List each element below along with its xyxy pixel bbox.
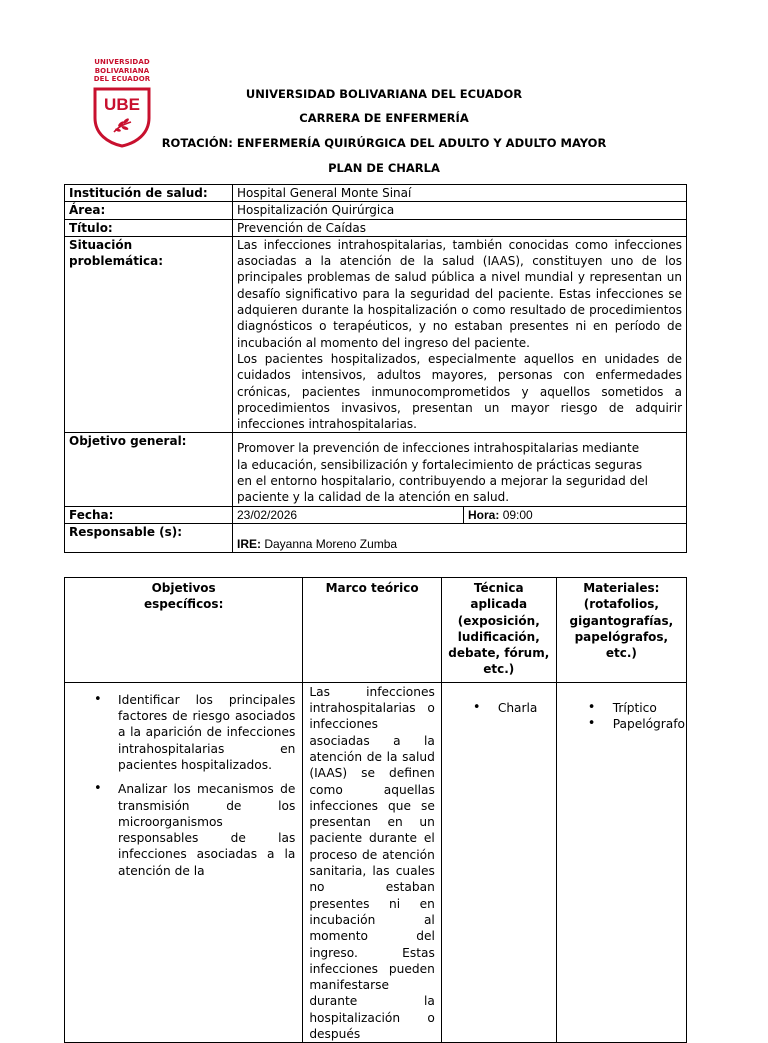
theory-header: Marco teórico xyxy=(303,578,442,683)
situation-row xyxy=(65,236,687,433)
hour-cell xyxy=(464,506,687,523)
plan-title: PLAN DE CHARLA xyxy=(328,161,440,175)
objective-value: Promover la prevención de infecciones intrahospitalarias mediante la educación, sensibilización y fortalecimiento de prácticas seguras en el entorno hospitalario, contribuyendo a mejorar la seguridad del paciente y la calidad de la atención en salud. xyxy=(233,433,687,506)
hour-value: 09:00 xyxy=(502,507,533,522)
materials-header: Materiales: (rotafolios, gigantografías, papelógrafos, etc.) xyxy=(556,578,686,683)
plan-content-row xyxy=(65,682,687,1043)
rotation-title: ROTACIÓN: ENFERMERÍA QUIRÚRGICA DEL ADULTO Y ADULTO MAYOR xyxy=(161,136,607,150)
date-value: 23/02/2026 xyxy=(233,506,464,523)
logo-acronym: UBE xyxy=(104,94,140,114)
university-title: UNIVERSIDAD BOLIVARIANA DEL ECUADOR xyxy=(245,87,523,101)
date-label: Fecha: xyxy=(65,506,233,523)
ire-label: IRE: xyxy=(237,536,261,551)
responsible-value xyxy=(233,523,687,552)
objective-label: Objetivo general: xyxy=(65,433,233,506)
title-value: Prevención de Caídas xyxy=(233,219,687,236)
hour-label: Hora: xyxy=(468,507,500,522)
objective-row xyxy=(65,433,687,506)
area-row xyxy=(65,202,687,219)
institution-value: Hospital General Monte Sinaí xyxy=(233,185,687,202)
logo-line-1: UNIVERSIDAD xyxy=(94,58,150,66)
career-title: CARRERA DE ENFERMERÍA xyxy=(299,111,469,125)
info-table xyxy=(64,184,687,553)
technique-item: • Charla xyxy=(443,700,555,716)
institution-row xyxy=(65,185,687,202)
materials-list xyxy=(558,700,685,733)
objective-item: • Analizar los mecanismos de transmisión de los microorganismos responsables de las infecciones asociadas a la atención de la xyxy=(66,781,301,879)
theory-cell: Las infecciones intrahospitalarias o infecciones asociadas a la atención de la salud (IAAS) se definen como aquellas infecciones que se presentan en un paciente durante el proceso de atención sanitaria, las cuales no estaban presentes ni en incubación al momento del ingreso. Estas infecciones pueden manifestarse durante la hospitalización o después xyxy=(303,682,442,1043)
objectives-cell xyxy=(65,682,303,1043)
objectives-header: Objetivos específicos: xyxy=(65,578,303,683)
ire-value: Dayanna Moreno Zumba xyxy=(264,536,398,551)
institution-label: Institución de salud: xyxy=(65,185,233,202)
area-value: Hospitalización Quirúrgica xyxy=(233,202,687,219)
situation-cell xyxy=(233,236,687,433)
logo-line-2: BOLIVARIANA xyxy=(94,66,150,75)
date-row xyxy=(65,506,687,523)
objectives-list xyxy=(66,692,301,879)
material-item: • Papelógrafo xyxy=(558,716,685,732)
responsible-row xyxy=(65,523,687,552)
situation-paragraph-2: Los pacientes hospitalizados, especialmente aquellos en unidades de cuidados intensivos, adultos mayores, personas con enfermedades crónicas, pacientes inmunocomprometidos y aquellos sometidos a procedimientos invasivos, presentan un mayor riesgo de adquirir infecciones intrahospitalarias. xyxy=(237,351,682,432)
title-label: Título: xyxy=(65,219,233,236)
title-row xyxy=(65,219,687,236)
situation-paragraph-1: Las infecciones intrahospitalarias, también conocidas como infecciones asociadas a la atención de la salud (IAAS), constituyen uno de los principales problemas de salud pública a nivel mundial y representan un desafío significativo para la seguridad del paciente. Estas infecciones se adquieren durante la hospitalización o como resultado de procedimientos diagnósticos o terapéuticos, y no estaban presentes ni en período de incubación al momento del ingreso del paciente. xyxy=(237,237,682,350)
responsible-label: Responsable (s): xyxy=(65,523,233,552)
objective-item: • Identificar los principales factores de riesgo asociados a la aparición de infecciones intrahospitalarias en pacientes hospitalizados. xyxy=(66,692,301,773)
logo-line-3: DEL ECUADOR xyxy=(93,75,151,83)
plan-table xyxy=(64,577,687,1043)
area-label: Área: xyxy=(65,202,233,219)
materials-cell xyxy=(556,682,686,1043)
technique-cell xyxy=(441,682,556,1043)
technique-header: Técnica aplicada (exposición, ludificación, debate, fórum, etc.) xyxy=(441,578,556,683)
technique-list xyxy=(443,700,555,716)
situation-label: Situación problemática: xyxy=(65,236,233,433)
material-item: • Tríptico xyxy=(558,700,685,716)
university-logo xyxy=(90,58,154,148)
plan-header-row xyxy=(65,578,687,683)
